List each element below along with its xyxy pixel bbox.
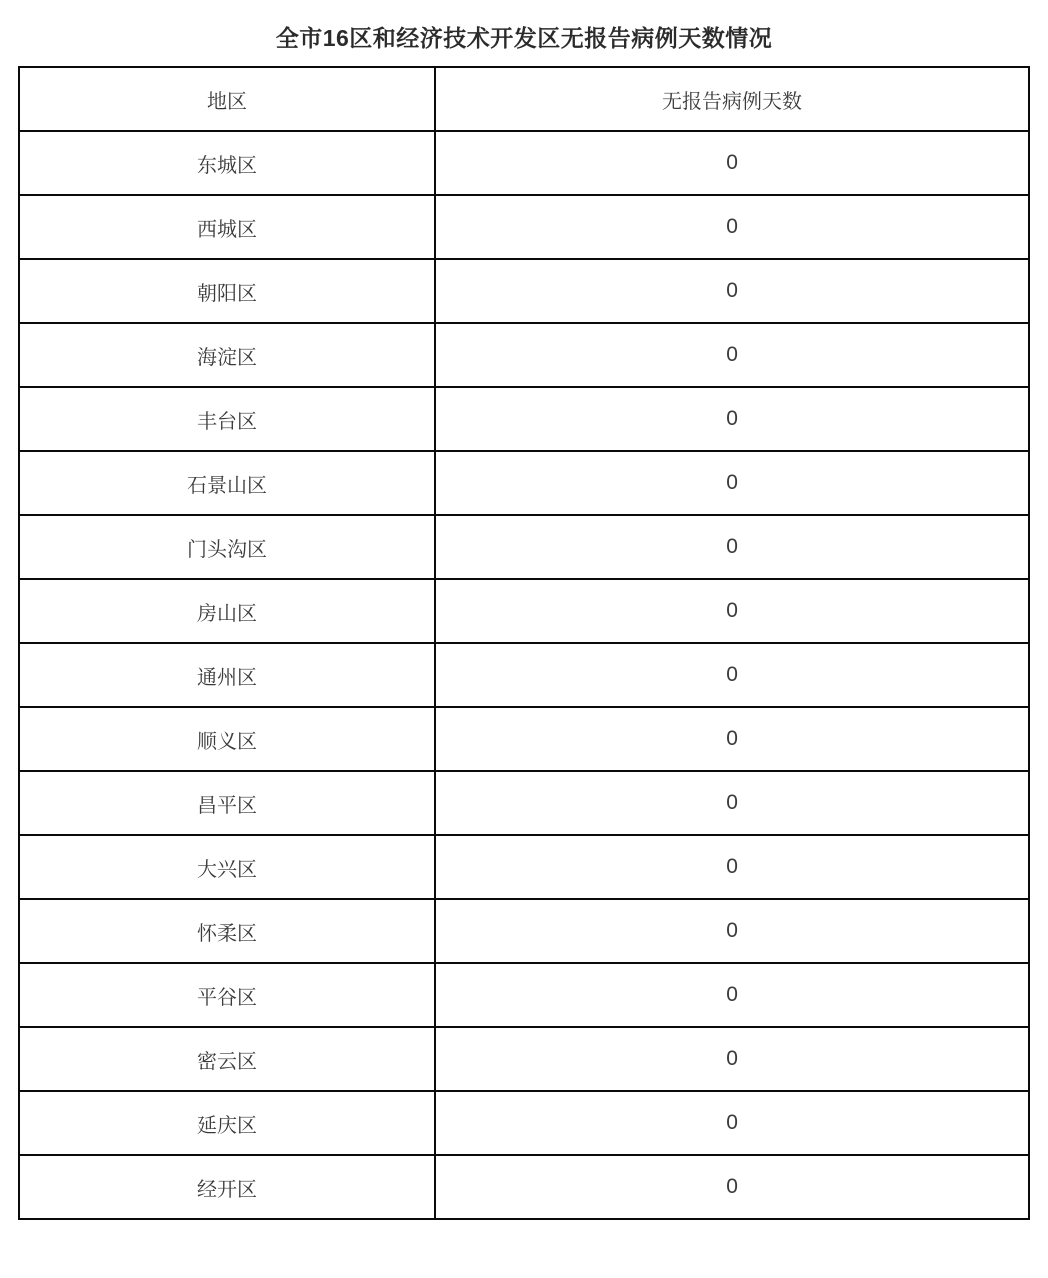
- header-row: [19, 67, 1029, 131]
- district-cell: 房山区: [19, 579, 435, 643]
- days-cell: 0: [435, 451, 1029, 515]
- days-cell: 0: [435, 1027, 1029, 1091]
- table-row: [19, 195, 1029, 259]
- table-row: [19, 1027, 1029, 1091]
- days-cell: 0: [435, 259, 1029, 323]
- district-cell: 通州区: [19, 643, 435, 707]
- district-cell: 经开区: [19, 1155, 435, 1219]
- table-title: 全市16区和经济技术开发区无报告病例天数情况: [275, 25, 773, 51]
- district-cell: 大兴区: [19, 835, 435, 899]
- days-cell: 0: [435, 899, 1029, 963]
- table-row: [19, 451, 1029, 515]
- district-cell: 海淀区: [19, 323, 435, 387]
- days-cell: 0: [435, 963, 1029, 1027]
- days-cell: 0: [435, 1155, 1029, 1219]
- table-row: [19, 771, 1029, 835]
- days-cell: 0: [435, 323, 1029, 387]
- district-cell: 石景山区: [19, 451, 435, 515]
- days-cell: 0: [435, 643, 1029, 707]
- district-cell: 顺义区: [19, 707, 435, 771]
- district-cell: 门头沟区: [19, 515, 435, 579]
- table-row: [19, 707, 1029, 771]
- district-cell: 丰台区: [19, 387, 435, 451]
- district-cell: 昌平区: [19, 771, 435, 835]
- days-cell: 0: [435, 131, 1029, 195]
- table-row: [19, 259, 1029, 323]
- header-days: 无报告病例天数: [435, 67, 1029, 131]
- days-cell: 0: [435, 771, 1029, 835]
- district-cell: 东城区: [19, 131, 435, 195]
- days-cell: 0: [435, 707, 1029, 771]
- table-row: [19, 387, 1029, 451]
- days-cell: 0: [435, 387, 1029, 451]
- days-cell: 0: [435, 515, 1029, 579]
- district-cell: 怀柔区: [19, 899, 435, 963]
- district-cell: 密云区: [19, 1027, 435, 1091]
- table-row: [19, 899, 1029, 963]
- days-cell: 0: [435, 835, 1029, 899]
- table-header: [19, 67, 1029, 131]
- days-cell: 0: [435, 1091, 1029, 1155]
- header-district: 地区: [19, 67, 435, 131]
- table-row: [19, 515, 1029, 579]
- table-row: [19, 579, 1029, 643]
- table-row: [19, 1091, 1029, 1155]
- days-cell: 0: [435, 579, 1029, 643]
- table-row: [19, 835, 1029, 899]
- table-row: [19, 963, 1029, 1027]
- district-cell: 朝阳区: [19, 259, 435, 323]
- table-row: [19, 131, 1029, 195]
- no-reported-cases-table: [18, 66, 1030, 1220]
- district-cell: 平谷区: [19, 963, 435, 1027]
- district-cell: 西城区: [19, 195, 435, 259]
- district-cell: 延庆区: [19, 1091, 435, 1155]
- table-body: [19, 131, 1029, 1219]
- days-cell: 0: [435, 195, 1029, 259]
- table-row: [19, 643, 1029, 707]
- table-row: [19, 323, 1029, 387]
- table-row: [19, 1155, 1029, 1219]
